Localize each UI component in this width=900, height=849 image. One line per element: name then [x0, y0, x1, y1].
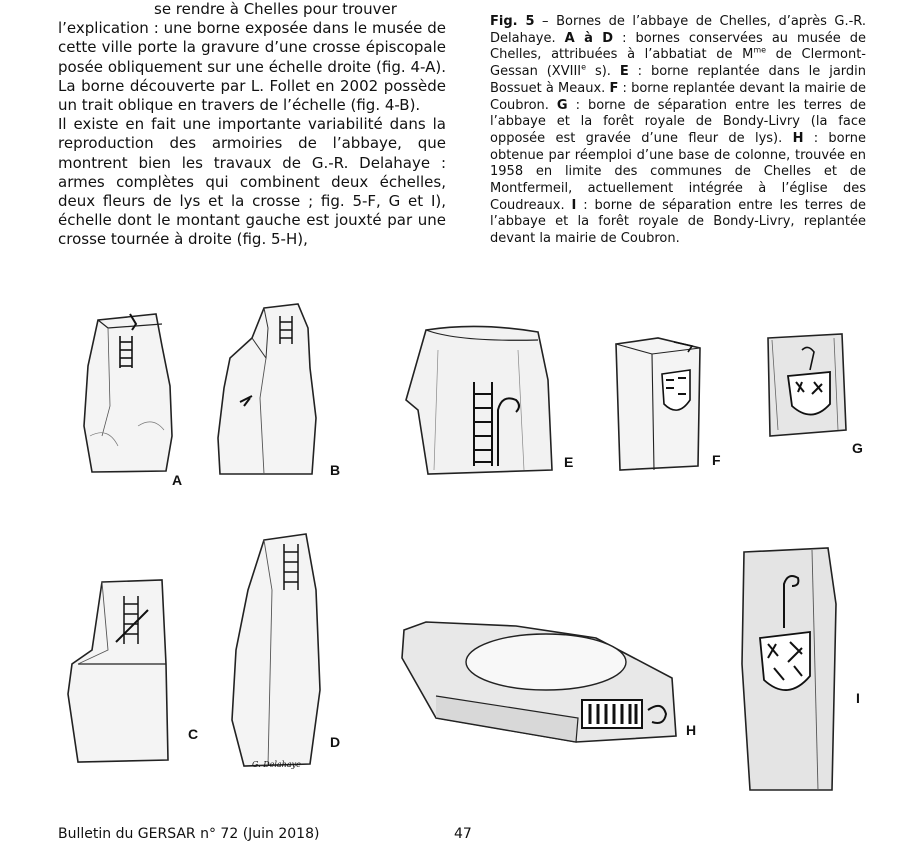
stone-b-drawing [212, 298, 332, 478]
caption-text-f: : borne replantée devant la mairie de Coubron. [490, 80, 866, 113]
stone-c-drawing [62, 574, 182, 764]
label-e: E [564, 454, 574, 470]
caption-text-g: : borne de séparation entre les terres de l’abbaye et la forêt royale de Bondy-Livry (la face opposée est gravée d’une fleur de lys). [490, 97, 866, 146]
caption-label-e: E [619, 64, 629, 80]
label-g: G [852, 440, 863, 456]
page-footer [58, 826, 498, 842]
caption-text-h: : borne obtenue par réemploi d’une base de colonne, trouvée en 1958 en limite des communes de Chelles et de Montfermeil, actuellement intégrée à l’église des Coudreaux. [490, 130, 866, 213]
left-text-column [58, 0, 446, 250]
label-b: B [330, 462, 341, 478]
paragraph-1-first-line: se rendre à Chelles pour trouver [154, 0, 397, 18]
figure-boundary-stones [0, 290, 900, 790]
stone-d-drawing [224, 530, 334, 770]
stone-e-drawing [398, 320, 568, 480]
caption-intro: – Bornes de l’abbaye de Chelles, d’après G.-R. Delahaye. [490, 14, 867, 46]
caption-label-g: G [556, 97, 568, 113]
stone-f-drawing [608, 334, 708, 474]
label-h: H [686, 722, 697, 738]
caption-sup-e: e [581, 62, 587, 72]
caption-fig-label: Fig. 5 [490, 14, 535, 29]
page-number: 47 [454, 826, 472, 842]
label-d: D [330, 734, 341, 750]
caption-label-h: H [792, 130, 804, 146]
label-c: C [188, 726, 199, 742]
caption-sup-me: me [753, 46, 767, 56]
label-i: I [856, 690, 860, 706]
stone-h-drawing [396, 618, 686, 748]
artist-signature: G. Delahaye [252, 760, 301, 769]
label-f: F [712, 452, 721, 468]
label-a: A [172, 472, 183, 488]
stone-a-drawing [78, 306, 178, 476]
figure-caption [490, 14, 866, 248]
caption-text-e: : borne replantée dans le jardin Bossuet à Meaux. [490, 64, 867, 96]
caption-label-a-d: A à D [564, 30, 614, 46]
caption-text-a-d: : bornes conservées au musée de Chelles, attribuées à l’abbatiat de M [490, 30, 866, 63]
caption-label-i: I [571, 197, 577, 213]
caption-text-i: : borne de séparation entre les terres de l’abbaye et la forêt royale de Bondy-Livry, replantée devant la mairie de Coubron. [490, 197, 866, 247]
caption-text-a-d-3: s). [586, 64, 620, 80]
caption-label-f: F [609, 80, 619, 96]
caption-text-a-d-2: de Clermont-Gessan (XVIII [490, 47, 866, 80]
stone-i-drawing [736, 544, 846, 794]
stone-g-drawing [762, 330, 852, 440]
paragraph-2: Il existe en fait une importante variabilité dans la reproduction des armoiries de l’abbaye, que montrent bien les travaux de G.-R. Delahaye : armes complètes qui combinent deux échelles, deux fleurs de lys et la crosse ; fig. 5-F, G et I), échelle dont le montant gauche est jouxté par une crosse tournée à droite (fig. 5-H), [58, 115, 446, 249]
paragraph-1: l’explication : une borne exposée dans le musée de cette ville porte la gravure d’une crosse épiscopale posée obliquement sur une échelle droite (fig. 4-A). La borne découverte par L. Follet en 2002 possède un trait oblique en travers de l’échelle (fig. 4-B). [58, 19, 446, 115]
journal-reference: Bulletin du GERSAR n° 72 (Juin 2018) [58, 826, 320, 842]
